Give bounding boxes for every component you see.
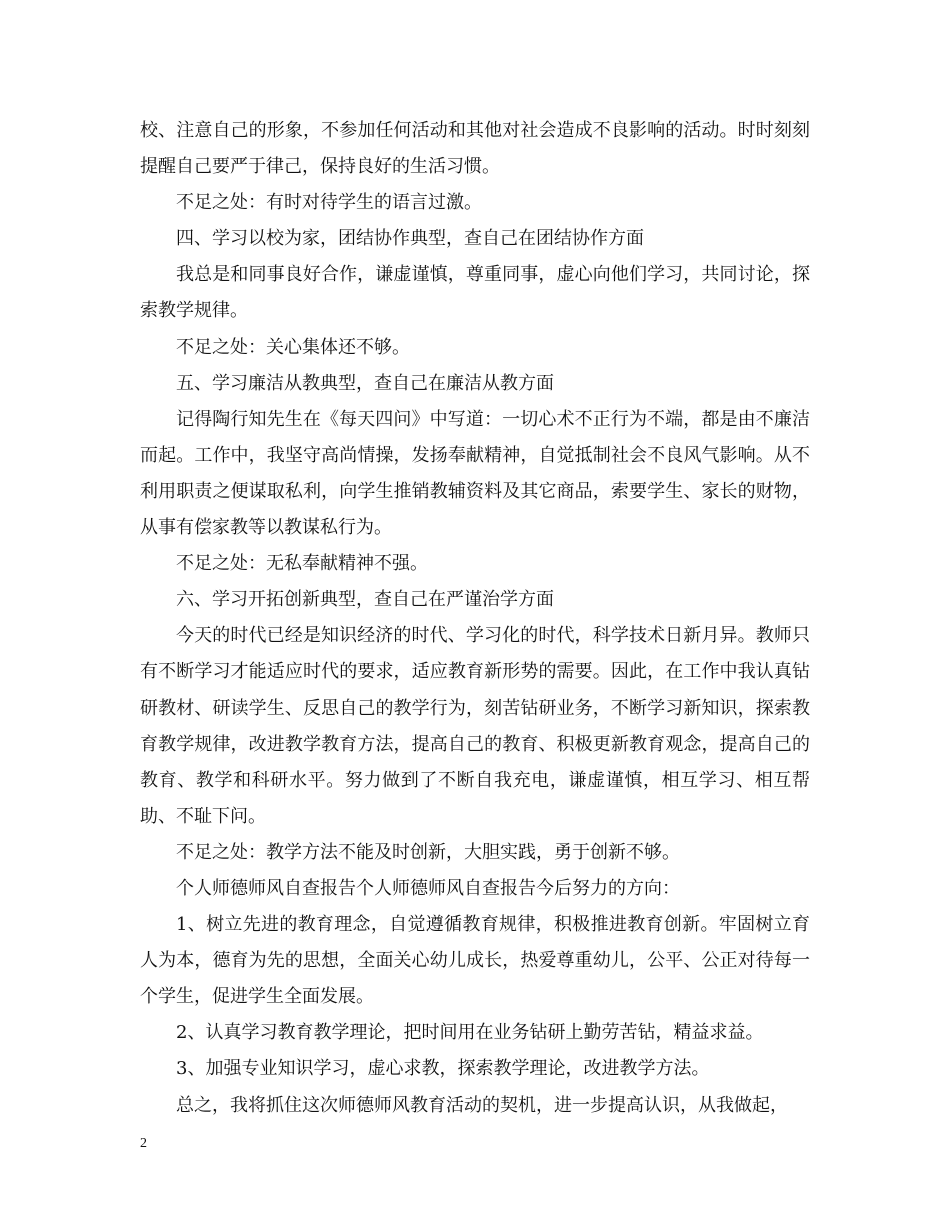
section-heading: 五、学习廉洁从教典型，查自己在廉洁从教方面 (176, 372, 554, 394)
paragraph: 不足之处：关心集体还不够。 (176, 336, 410, 358)
list-item: 3、加强专业知识学习，虚心求教，探索教学理论，改进教学方法。 (176, 1058, 710, 1080)
paragraph: 我总是和同事良好合作，谦虚谨慎，尊重同事，虚心向他们学习，共同讨论，探索教学规律。 (140, 264, 810, 322)
paragraph: 个人师德师风自查报告个人师德师风自查报告今后努力的方向： (176, 877, 680, 899)
section-heading: 六、学习开拓创新典型，查自己在严谨治学方面 (176, 589, 554, 611)
paragraph: 记得陶行知先生在《每天四问》中写道：一切心术不正行为不端，都是由不廉洁而起。工作中，我坚守高尚情操，发扬奉献精神，自觉抵制社会不良风气影响。从不利用职责之便谋取私利，向学生推销教辅资料及其它商品，索要学生、家长的财物，从事有偿家教等以教谋私行为。 (140, 408, 810, 539)
section-heading: 四、学习以校为家，团结协作典型，查自己在团结协作方面 (176, 228, 644, 250)
paragraph: 不足之处：教学方法不能及时创新，大胆实践，勇于创新不够。 (176, 841, 680, 863)
paragraph: 总之，我将抓住这次师德师风教育活动的契机，进一步提高认识，从我做起， (176, 1094, 788, 1116)
paragraph: 不足之处：有时对待学生的语言过激。 (176, 192, 482, 214)
list-item: 1、树立先进的教育理念，自觉遵循教育规律，积极推进教育创新。牢固树立育人为本，德育为先的思想，全面关心幼儿成长，热爱尊重幼儿，公平、公正对待每一个学生，促进学生全面发展。 (140, 914, 810, 1008)
page-number: 2 (140, 1136, 147, 1151)
paragraph: 今天的时代已经是知识经济的时代、学习化的时代，科学技术日新月异。教师只有不断学习才能适应时代的要求，适应教育新形势的需要。因此，在工作中我认真钻研教材、研读学生、反思自己的教学行为，刻苦钻研业务，不断学习新知识，探索教育教学规律，改进教学教育方法，提高自己的教育、积极更新教育观念，提高自己的教育、教学和科研水平。努力做到了不断自我充电，谦虚谨慎，相互学习、相互帮助、不耻下问。 (140, 625, 810, 827)
document-body (140, 113, 810, 1124)
list-item: 2、认真学习教育教学理论，把时间用在业务钻研上勤劳苦钻，精益求益。 (176, 1022, 764, 1044)
paragraph: 校、注意自己的形象，不参加任何活动和其他对社会造成不良影响的活动。时时刻刻提醒自己要严于律己，保持良好的生活习惯。 (140, 120, 810, 178)
paragraph: 不足之处：无私奉献精神不强。 (176, 553, 428, 575)
